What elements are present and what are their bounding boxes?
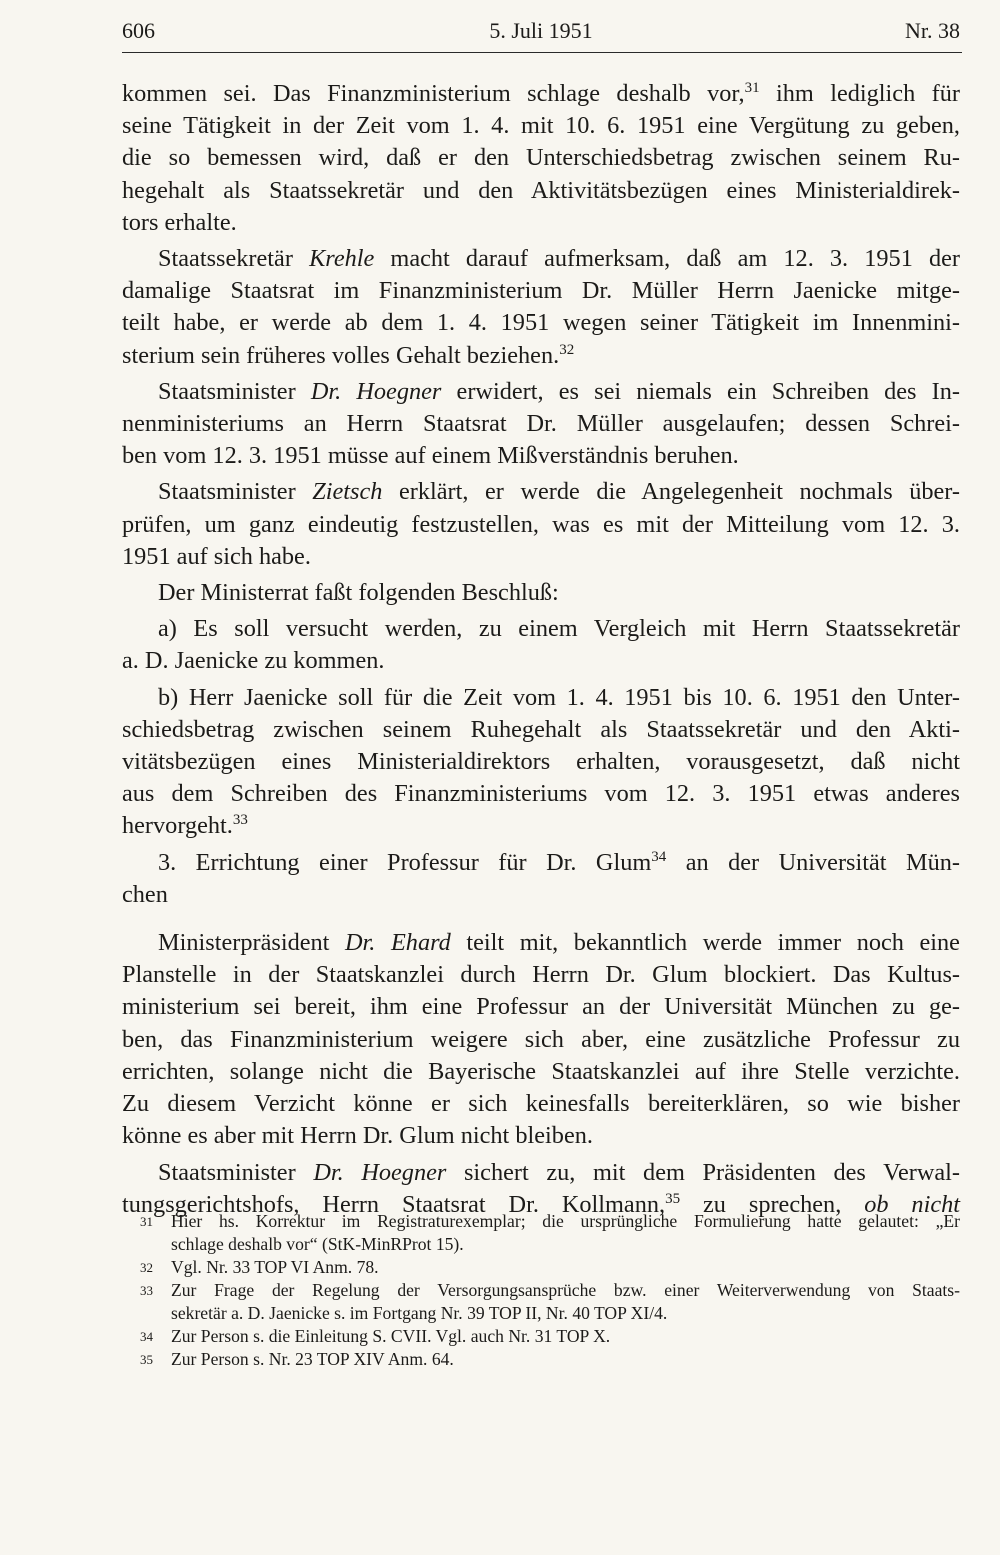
paragraph-1 (122, 78, 960, 239)
footnote-line: Zur Person s. Nr. 23 TOP XIV Anm. 64. (171, 1349, 454, 1369)
footnotes (140, 1210, 960, 1371)
footnote-32 (140, 1256, 960, 1279)
header-date: 5. Juli 1951 (489, 18, 593, 43)
paragraph-2 (122, 243, 960, 372)
text-line: nenministeriums an Herrn Staatsrat Dr. Müller ausgelaufen; dessen Schrei- (122, 410, 960, 438)
paragraph-4 (122, 476, 960, 573)
text-line: errichten, solange nicht die Bayerische Staatskanzlei auf ihre Stelle verzichte. (122, 1057, 960, 1085)
text-line: Staatsminister Dr. Hoegner sichert zu, mit dem Präsidenten des Verwal- (158, 1158, 960, 1186)
text-line: hegehalt als Staatssekretär und den Aktivitätsbezügen eines Ministerialdirek- (122, 176, 960, 204)
footnote-line: sekretär a. D. Jaenicke s. im Fortgang Nr. 39 TOP II, Nr. 40 TOP XI/4. (171, 1303, 668, 1323)
running-header (122, 18, 960, 48)
text-line: chen (122, 880, 168, 908)
footnote-ref: 32 (559, 341, 575, 358)
text-line: 1951 auf sich habe. (122, 542, 311, 570)
footnote-line: Hier hs. Korrektur im Registraturexemplar; die ursprüngliche Formulierung hatte gelautet: „Er (171, 1211, 960, 1231)
text-line: ben, das Finanzministerium weigere sich aber, eine zusätzliche Professur zu (122, 1025, 960, 1053)
footnote-number: 33 (140, 1283, 153, 1298)
text-line: sterium sein früheres volles Gehalt beziehen.$^{32}$ (122, 341, 575, 369)
paragraph-9 (122, 927, 960, 1152)
text-line: b) Herr Jaenicke soll für die Zeit vom 1. 4. 1951 bis 10. 6. 1951 den Unter- (158, 683, 960, 711)
footnote-34 (140, 1325, 960, 1348)
text-line: Staatssekretär Krehle macht darauf aufmerksam, daß am 12. 3. 1951 der (158, 245, 960, 273)
text-line: kommen sei. Das Finanzministerium schlage deshalb vor,$^{31}$ ihm lediglich für (122, 80, 960, 107)
text-line: ben vom 12. 3. 1951 müsse auf einem Mißverständnis beruhen. (122, 442, 739, 470)
footnote-ref: 35 (665, 1190, 681, 1207)
text-line: prüfen, um ganz eindeutig festzustellen, was es mit der Mitteilung vom 12. 3. (122, 510, 960, 538)
speaker-name: Dr. Hoegner (313, 1158, 447, 1186)
speaker-name: Krehle (309, 245, 375, 273)
footnote-number: 31 (140, 1214, 153, 1229)
footnote-line: Vgl. Nr. 33 TOP VI Anm. 78. (171, 1257, 379, 1277)
text-line: tungsgerichtshofs, Herrn Staatsrat Dr. Kollmann,$^{35}$ zu sprechen, ob nicht (122, 1190, 960, 1218)
footnote-35 (140, 1348, 960, 1371)
paragraph-3 (122, 376, 960, 473)
spacer (122, 915, 960, 927)
text-line: a. D. Jaenicke zu kommen. (122, 647, 385, 675)
page-number: 606 (122, 18, 155, 43)
footnote-line: Zur Person s. die Einleitung S. CVII. Vgl. auch Nr. 31 TOP X. (171, 1326, 611, 1346)
footnote-number: 34 (140, 1329, 153, 1344)
text-line: aus dem Schreiben des Finanzministeriums vom 12. 3. 1951 etwas anderes (122, 780, 960, 808)
text-line: Ministerpräsident Dr. Ehard teilt mit, bekanntlich werde immer noch eine (158, 929, 960, 957)
text-line: Staatsminister Dr. Hoegner erwidert, es sei niemals ein Schreiben des In- (158, 377, 960, 405)
text-line: seine Tätigkeit in der Zeit vom 1. 4. mit 10. 6. 1951 eine Vergütung zu geben, (122, 112, 960, 140)
speaker-name: Zietsch (312, 478, 383, 506)
text-line: tors erhalte. (122, 208, 237, 236)
text-line: Staatsminister Zietsch erklärt, er werde die Angelegenheit nochmals über- (158, 478, 960, 506)
text-line: teilt habe, er werde ab dem 1. 4. 1951 wegen seiner Tätigkeit im Innenmini- (122, 309, 960, 337)
footnote-ref: 33 (232, 812, 248, 829)
body-text (122, 78, 960, 1225)
issue-number: Nr. 38 (905, 18, 960, 43)
footnote-31 (140, 1210, 960, 1256)
footnote-line: Zur Frage der Regelung der Versorgungsansprüche bzw. einer Weiterverwendung von Staats- (171, 1280, 960, 1300)
text-line: hervorgeht.$^{33}$ (122, 812, 248, 840)
speaker-name: Dr. Hoegner (310, 377, 442, 405)
text-line: Planstelle in der Staatskanzlei durch Herrn Dr. Glum blockiert. Das Kultus- (122, 961, 960, 989)
footnote-number: 32 (140, 1260, 153, 1275)
text-line: schiedsbetrag zwischen seinem Ruhegehalt als Staatssekretär und den Akti- (122, 715, 960, 743)
text-line: a) Es soll versucht werden, zu einem Vergleich mit Herrn Staatssekretär (158, 615, 960, 643)
footnote-number: 35 (140, 1352, 153, 1367)
footnote-33 (140, 1279, 960, 1325)
footnote-ref: 34 (651, 848, 667, 865)
text-line: vitätsbezügen eines Ministerialdirektors erhalten, vorausgesetzt, daß nicht (122, 748, 960, 776)
text-line: die so bemessen wird, daß er den Unterschiedsbetrag zwischen seinem Ru- (122, 144, 960, 172)
text-line: Zu diesem Verzicht könne er sich keinesfalls bereiterklären, so wie bisher (122, 1090, 960, 1118)
text-line: könne es aber mit Herrn Dr. Glum nicht bleiben. (122, 1122, 593, 1150)
resolution-a (122, 613, 960, 677)
agenda-item-3-heading (122, 847, 960, 911)
footnote-line: schlage deshalb vor“ (StK-MinRProt 15). (171, 1234, 464, 1254)
text-line: 3. Errichtung einer Professur für Dr. Glum$^{34}$ an der Universität Mün- (158, 848, 960, 876)
resolution-b (122, 682, 960, 843)
text-line: Der Ministerrat faßt folgenden Beschluß: (158, 579, 559, 607)
header-rule (122, 52, 962, 53)
speaker-name: Dr. Ehard (344, 929, 451, 957)
paragraph-5 (122, 577, 960, 609)
text-line: damalige Staatsrat im Finanzministerium Dr. Müller Herrn Jaenicke mitge- (122, 277, 960, 305)
text-line: ministerium sei bereit, ihm eine Professur an der Universität München zu ge- (122, 993, 960, 1021)
footnote-ref: 31 (744, 80, 760, 96)
